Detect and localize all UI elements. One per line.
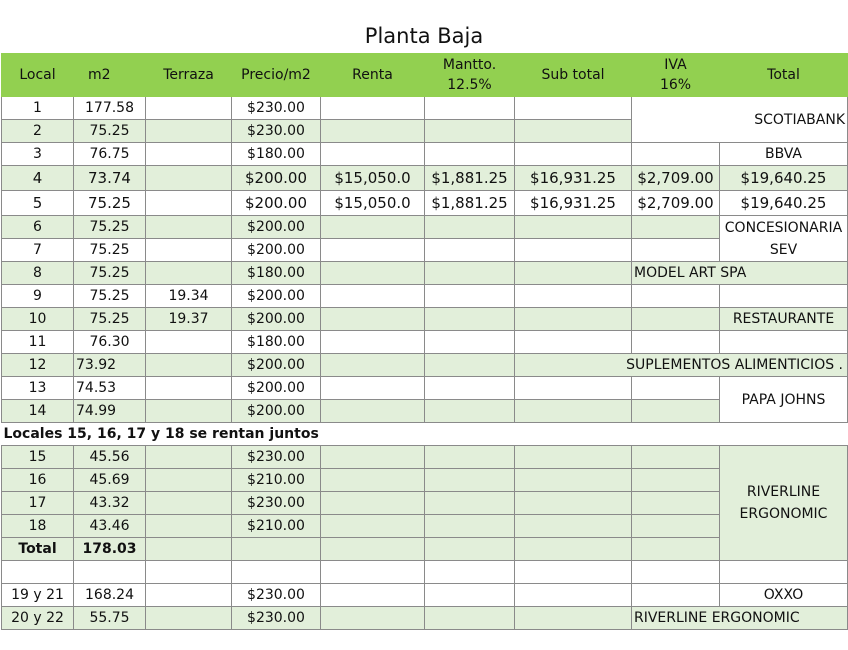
cell-precio: $180.00	[232, 331, 321, 354]
cell-iva: $2,709.00	[632, 166, 720, 191]
col-iva: IVA 16%	[632, 54, 720, 97]
cell-precio: $200.00	[232, 400, 321, 423]
cell-subtotal: $16,931.25	[515, 166, 632, 191]
cell-m2: 76.30	[74, 331, 146, 354]
table-row	[2, 262, 848, 285]
tenant-oxxo: OXXO	[720, 584, 848, 607]
cell-m2: 75.25	[74, 216, 146, 239]
col-precio: Precio/m2	[232, 54, 321, 97]
cell-local: 6	[2, 216, 74, 239]
cell-local: 2	[2, 120, 74, 143]
cell-precio: $200.00	[232, 377, 321, 400]
cell-terraza: 19.37	[146, 308, 232, 331]
cell-m2: 43.32	[74, 492, 146, 515]
cell-m2: 55.75	[74, 607, 146, 630]
cell-m2: 43.46	[74, 515, 146, 538]
cell-total: $19,640.25	[720, 191, 848, 216]
cell-local: 9	[2, 285, 74, 308]
cell-precio: $200.00	[232, 166, 321, 191]
table-row	[2, 446, 848, 469]
col-terraza: Terraza	[146, 54, 232, 97]
cell-precio: $230.00	[232, 97, 321, 120]
col-renta: Renta	[321, 54, 425, 97]
col-total: Total	[720, 54, 848, 97]
cell-m2: 75.25	[74, 239, 146, 262]
table-row	[2, 308, 848, 331]
col-mantto: Mantto. 12.5%	[425, 54, 515, 97]
cell-iva: $2,709.00	[632, 191, 720, 216]
cell-terraza	[146, 120, 232, 143]
cell-m2: 73.92	[74, 354, 146, 377]
cell-local: 10	[2, 308, 74, 331]
cell-terraza	[146, 166, 232, 191]
table-row	[2, 584, 848, 607]
cell-precio: $180.00	[232, 262, 321, 285]
cell-precio: $200.00	[232, 285, 321, 308]
table-row	[2, 331, 848, 354]
note-row	[2, 423, 848, 446]
cell-precio: $230.00	[232, 584, 321, 607]
rent-table	[1, 53, 848, 630]
table-row	[2, 143, 848, 166]
cell-local: 5	[2, 191, 74, 216]
cell-precio: $200.00	[232, 216, 321, 239]
cell-m2: 177.58	[74, 97, 146, 120]
cell-local: 3	[2, 143, 74, 166]
cell-precio: $230.00	[232, 607, 321, 630]
cell-renta: $15,050.0	[321, 191, 425, 216]
tenant-restaurante: RESTAURANTE	[720, 308, 848, 331]
cell-m2: 75.25	[74, 120, 146, 143]
cell-precio: $200.00	[232, 191, 321, 216]
cell-m2: 73.74	[74, 166, 146, 191]
cell-local: 1	[2, 97, 74, 120]
cell-m2: 45.69	[74, 469, 146, 492]
cell-terraza	[146, 97, 232, 120]
tenant-model-art: MODEL ART SPA	[632, 262, 848, 285]
cell-precio: $210.00	[232, 469, 321, 492]
cell-precio: $230.00	[232, 446, 321, 469]
tenant-riverline: RIVERLINE ERGONOMIC	[720, 446, 848, 561]
cell-local: 8	[2, 262, 74, 285]
cell-terraza	[146, 262, 232, 285]
cell-terraza	[146, 239, 232, 262]
cell-precio: $200.00	[232, 239, 321, 262]
cell-precio: $200.00	[232, 354, 321, 377]
col-m2: m2	[74, 54, 146, 97]
cell-terraza	[146, 331, 232, 354]
tenant-riverline-ergonomic: RIVERLINE ERGONOMIC	[632, 607, 848, 630]
cell-m2: 74.99	[74, 400, 146, 423]
cell-local: 4	[2, 166, 74, 191]
cell-local: 11	[2, 331, 74, 354]
group-note: Locales 15, 16, 17 y 18 se rentan juntos	[2, 423, 848, 446]
cell-local: 18	[2, 515, 74, 538]
cell-renta: $15,050.0	[321, 166, 425, 191]
cell-mantto: $1,881.25	[425, 166, 515, 191]
table-row	[2, 166, 848, 191]
tenant-concesionaria: CONCESIONARIA SEV	[720, 216, 848, 262]
header-row	[2, 54, 848, 97]
cell-m2: 74.53	[74, 377, 146, 400]
cell-terraza	[146, 143, 232, 166]
cell-m2: 168.24	[74, 584, 146, 607]
cell-m2: 76.75	[74, 143, 146, 166]
cell-local: 20 y 22	[2, 607, 74, 630]
cell-m2: 75.25	[74, 262, 146, 285]
cell-local: 16	[2, 469, 74, 492]
cell-total: $19,640.25	[720, 166, 848, 191]
cell-m2: 75.25	[74, 308, 146, 331]
group-total-label: Total	[2, 538, 74, 561]
cell-precio: $230.00	[232, 120, 321, 143]
blank-row	[2, 561, 848, 584]
cell-precio: $210.00	[232, 515, 321, 538]
cell-local: 19 y 21	[2, 584, 74, 607]
cell-local: 17	[2, 492, 74, 515]
cell-m2: 75.25	[74, 285, 146, 308]
cell-local: 7	[2, 239, 74, 262]
group-total-m2: 178.03	[74, 538, 146, 561]
cell-terraza	[146, 191, 232, 216]
tenant-scotiabank: SCOTIABANK	[632, 97, 848, 143]
cell-local: 12	[2, 354, 74, 377]
col-local: Local	[2, 54, 74, 97]
col-subtotal: Sub total	[515, 54, 632, 97]
cell-local: 14	[2, 400, 74, 423]
cell-terraza	[146, 354, 232, 377]
cell-local: 13	[2, 377, 74, 400]
tenant-papa-johns: PAPA JOHNS	[720, 377, 848, 423]
table-row	[2, 285, 848, 308]
cell-terraza	[146, 216, 232, 239]
table-row	[2, 354, 848, 377]
cell-terraza	[146, 377, 232, 400]
page-title: Planta Baja	[364, 24, 484, 48]
table-row	[2, 216, 848, 239]
table-row	[2, 191, 848, 216]
table-row	[2, 607, 848, 630]
tenant-suplementos: SUPLEMENTOS ALIMENTICIOS .	[515, 354, 848, 377]
cell-precio: $230.00	[232, 492, 321, 515]
cell-terraza: 19.34	[146, 285, 232, 308]
table-row	[2, 377, 848, 400]
cell-local: 15	[2, 446, 74, 469]
table-row	[2, 97, 848, 120]
cell-terraza	[146, 400, 232, 423]
cell-precio: $200.00	[232, 308, 321, 331]
cell-subtotal: $16,931.25	[515, 191, 632, 216]
tenant-bbva: BBVA	[720, 143, 848, 166]
cell-precio: $180.00	[232, 143, 321, 166]
cell-mantto: $1,881.25	[425, 191, 515, 216]
cell-m2: 45.56	[74, 446, 146, 469]
cell-m2: 75.25	[74, 191, 146, 216]
